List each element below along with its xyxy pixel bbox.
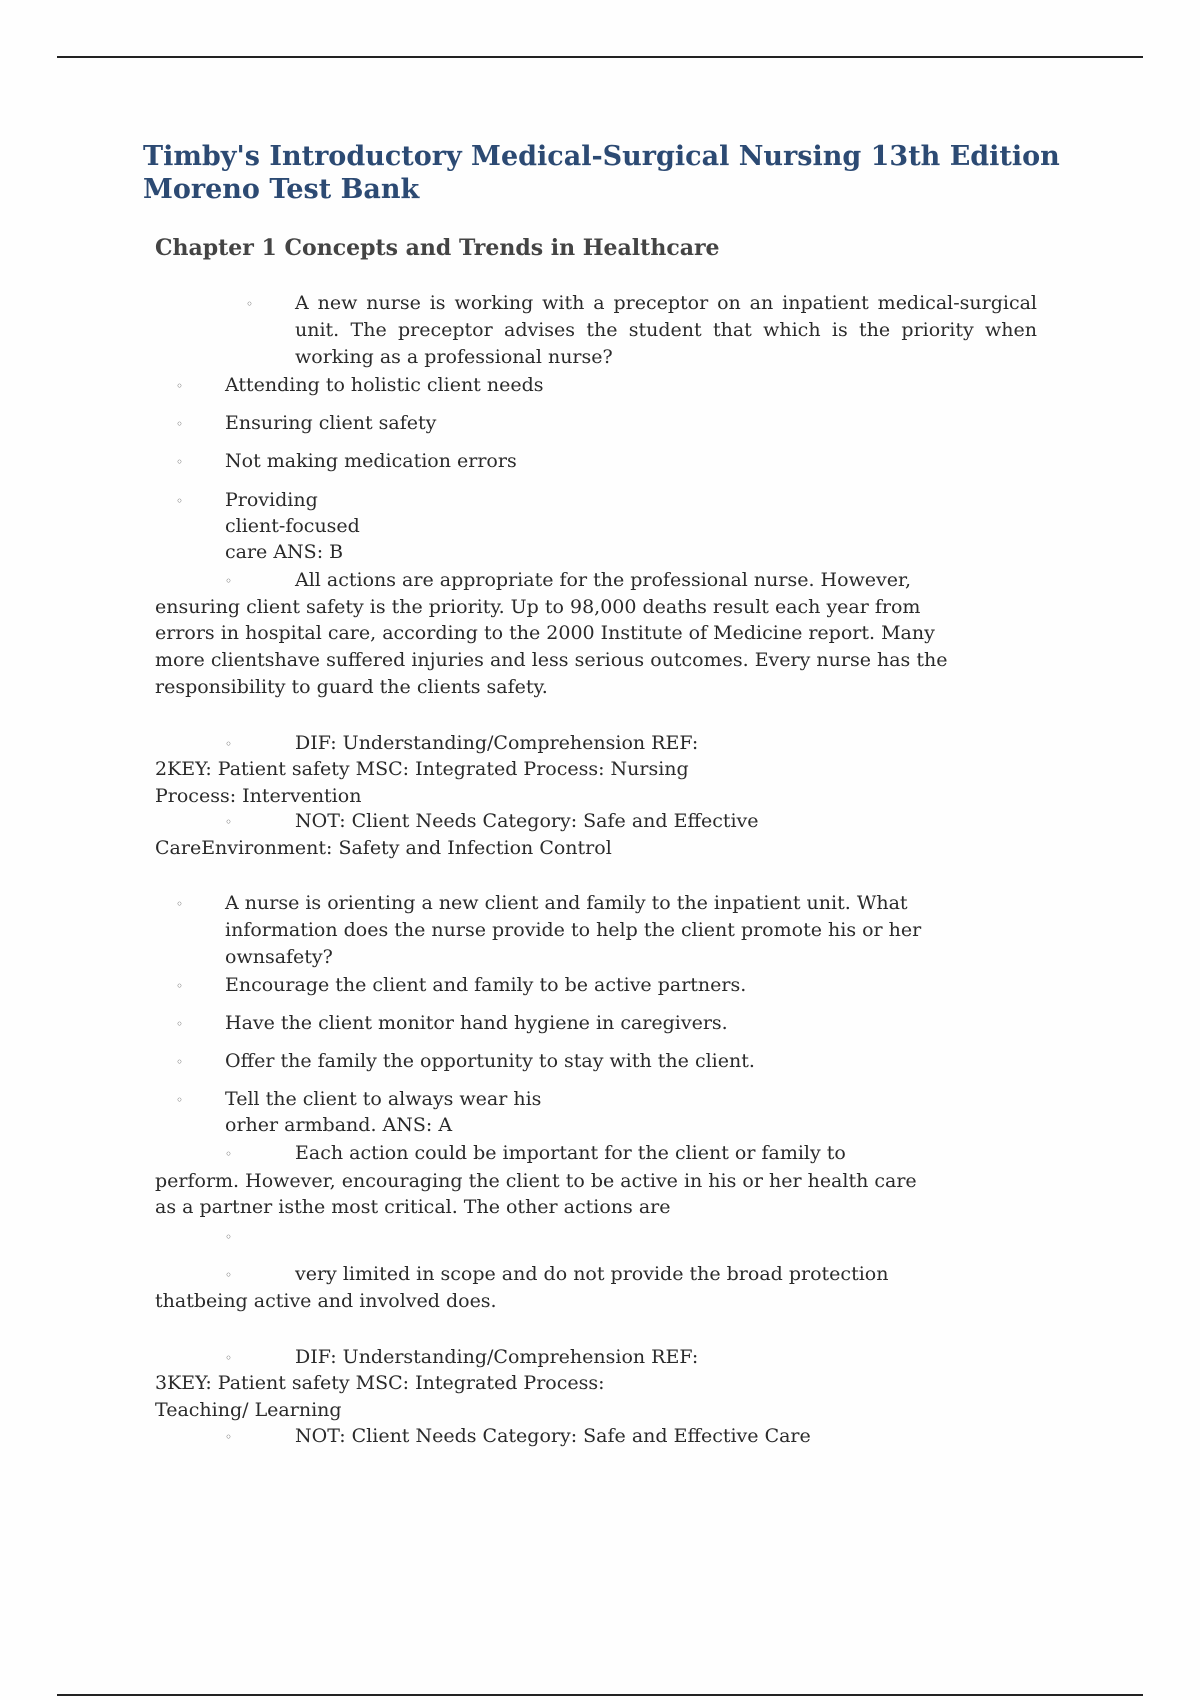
q2-option-b: Have the client monitor hand hygiene in caregivers. — [225, 1012, 728, 1034]
bullet-icon: ◦ — [225, 1147, 233, 1161]
title-line-1: Timby's Introductory Medical-Surgical Nursing 13th Edition — [143, 141, 1060, 172]
q2-rationale-line-5: thatbeing active and involved does. — [155, 1290, 497, 1312]
chapter-heading: Chapter 1 Concepts and Trends in Healthcare — [155, 235, 720, 261]
q2-meta-line-1: DIF: Understanding/Comprehension REF: — [295, 1346, 699, 1368]
q1-option-d-line-1: Providing — [225, 489, 318, 511]
q2-meta-line-4: NOT: Client Needs Category: Safe and Effective Care — [295, 1425, 811, 1447]
q2-option-c: Offer the family the opportunity to stay with the client. — [225, 1050, 755, 1072]
bullet-icon: ◦ — [225, 1268, 233, 1282]
q2-rationale-line-4: very limited in scope and do not provide the broad protection — [295, 1263, 889, 1285]
document-title — [143, 140, 1073, 206]
q1-option-d-line-2: client-focused — [225, 515, 360, 537]
bullet-icon: ◦ — [176, 979, 184, 993]
bullet-icon: ◦ — [225, 574, 233, 588]
bottom-rule — [57, 1694, 1143, 1696]
q1-meta-line-1: DIF: Understanding/Comprehension REF: — [295, 732, 699, 754]
q1-option-c: Not making medication errors — [225, 450, 517, 472]
q1-meta-line-4: NOT: Client Needs Category: Safe and Effective — [295, 810, 759, 832]
bullet-icon: ◦ — [176, 379, 184, 393]
q2-stem-line-1: A nurse is orienting a new client and family to the inpatient unit. What — [225, 892, 908, 914]
q2-option-a: Encourage the client and family to be active partners. — [225, 974, 747, 996]
q2-answer: orher armband. ANS: A — [225, 1114, 453, 1136]
q1-rationale-line-2: ensuring client safety is the priority. Up to 98,000 deaths result each year from — [155, 596, 921, 618]
q2-rationale-line-2: perform. However, encouraging the client to be active in his or her health care — [155, 1170, 917, 1192]
top-rule — [57, 56, 1143, 58]
q2-rationale-line-1: Each action could be important for the client or family to — [295, 1142, 846, 1164]
q1-answer: care ANS: B — [225, 541, 344, 563]
q1-option-a: Attending to holistic client needs — [225, 374, 544, 396]
bullet-icon: ◦ — [176, 1055, 184, 1069]
q1-rationale-line-4: more clientshave suffered injuries and less serious outcomes. Every nurse has the — [155, 649, 948, 671]
q2-rationale-line-3: as a partner isthe most critical. The other actions are — [155, 1196, 671, 1218]
bullet-icon: ◦ — [176, 1093, 184, 1107]
q2-stem-line-2: information does the nurse provide to help the client promote his or her — [225, 919, 922, 941]
q1-meta-line-5: CareEnvironment: Safety and Infection Control — [155, 837, 612, 859]
q1-stem-line-1: A new nurse is working with a preceptor on an inpatient medical-surgical — [295, 292, 1037, 314]
bullet-icon: ◦ — [225, 1351, 233, 1365]
q2-meta-line-2: 3KEY: Patient safety MSC: Integrated Process: — [155, 1372, 605, 1394]
q1-stem-line-3: working as a professional nurse? — [295, 346, 613, 368]
bullet-icon: ◦ — [176, 455, 184, 469]
bullet-icon: ◦ — [225, 737, 233, 751]
q1-meta-line-2: 2KEY: Patient safety MSC: Integrated Process: Nursing — [155, 758, 689, 780]
q1-stem-line-2: unit. The preceptor advises the student that which is the priority when — [295, 319, 1037, 341]
q1-meta-line-3: Process: Intervention — [155, 785, 362, 807]
bullet-icon: ◦ — [225, 815, 233, 829]
bullet-icon: ◦ — [246, 297, 254, 311]
q1-rationale-line-5: responsibility to guard the clients safety. — [155, 676, 548, 698]
q1-rationale-line-1: All actions are appropriate for the professional nurse. However, — [295, 569, 912, 591]
bullet-icon: ◦ — [225, 1230, 233, 1244]
q2-meta-line-3: Teaching/ Learning — [155, 1399, 342, 1421]
bullet-icon: ◦ — [176, 494, 184, 508]
q2-stem-line-3: ownsafety? — [225, 946, 333, 968]
bullet-icon: ◦ — [225, 1430, 233, 1444]
q1-rationale-line-3: errors in hospital care, according to the 2000 Institute of Medicine report. Many — [155, 622, 935, 644]
bullet-icon: ◦ — [176, 417, 184, 431]
bullet-icon: ◦ — [176, 1017, 184, 1031]
q1-option-b: Ensuring client safety — [225, 412, 437, 434]
q2-option-d-line-1: Tell the client to always wear his — [225, 1088, 542, 1110]
bullet-icon: ◦ — [176, 897, 184, 911]
title-line-2: Moreno Test Bank — [143, 174, 420, 205]
